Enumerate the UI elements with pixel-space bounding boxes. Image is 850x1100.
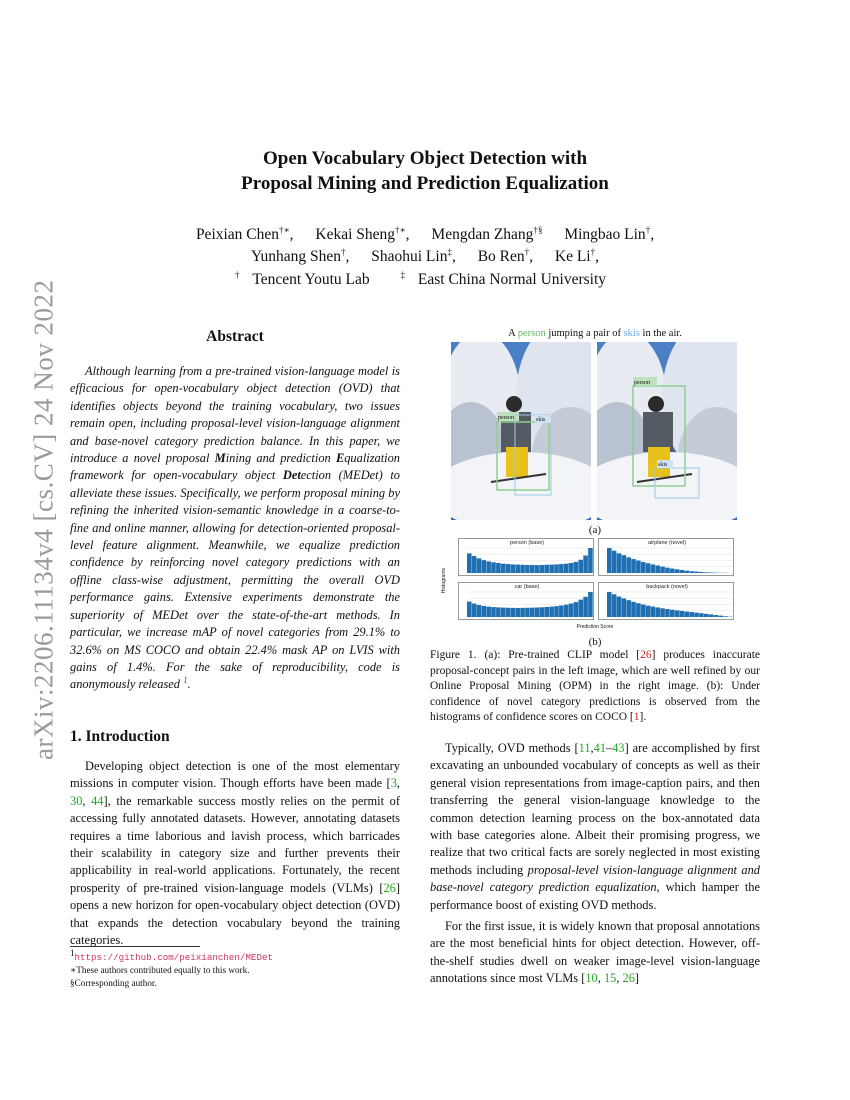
citation-link[interactable]: 15 [603,971,617,986]
citation-link[interactable]: 26 [622,971,635,986]
histogram-bar [515,565,520,573]
histogram-bar [626,600,631,617]
body-paragraph: For the first issue, it is widely known that proposal annotations are the most beneficial hints for object detection. However, off-the-shelf studies dwell on weaker image-level vision-language annotations since most VLMs [10, 15, 26] [430,919,760,986]
histogram-bar [549,607,554,617]
histogram-panel [458,582,594,620]
histogram-bar [530,565,535,573]
histogram-bar [574,602,579,617]
affiliation: † Tencent Youtu Lab [234,269,370,288]
histogram-bar [685,571,690,573]
histogram-bar [574,562,579,573]
abstract-text: Although learning from a pre-trained vision-language model is efficacious for open-vocabulary object detection (OVD) that identifies objects beyond the training vocabulary, two issues remain open, including proposal-level vision-language alignment and base-novel category prediction balance. In this paper, we introduce a novel proposal Mining and prediction Equalization framework for open-vocabulary object Detection (MEDet) to alleviate these issues. Specifically, we perform proposal mining by refining the inherited vision-semantic knowledge in a coarse-to-fine and online manner, allowing for detection-oriented proposal-level feature alignment. Meanwhile, we equalize prediction confidence by reinforcing novel category predictions with an offline class-wise adjustment, permitting the overall OVD performance gains. Extensive experiments demonstrate the superiority of MEDet over the state-of-the-art methods. In particular, we increase mAP of novel categories from 29.1% to 32.6% on MS COCO and obtain 22.4% mask AP on LVIS with gains of 1.4%. For the sake of reproducibility, code is anonymously released $^1$. [70,364,400,692]
histogram-bar [486,561,491,573]
affiliation: ‡ East China Normal University [400,269,607,288]
histogram-bar [694,572,699,573]
histogram-bar [506,608,511,617]
histogram-bar [535,607,540,617]
histogram-bar [617,553,622,573]
section-heading: 1. Introduction [70,728,170,745]
histogram-bar [511,608,516,617]
histogram-bar [506,564,511,573]
histogram-bar [689,571,694,573]
histogram-bar [626,557,631,573]
histogram-bar [578,600,583,617]
histogram-bar [472,604,477,617]
author: Mengdan Zhang†§ [431,224,543,243]
arxiv-stamp: arXiv:2206.11134v4 [cs.CV] 24 Nov 2022 [28,279,59,761]
histogram-bar [612,551,617,573]
histogram-bar [545,607,550,617]
citation-link[interactable]: 26 [640,649,652,661]
histogram-bar [545,565,550,573]
title-line-2: Proposal Mining and Prediction Equalization [241,173,609,194]
histogram-bar [525,608,530,617]
histogram-bar [607,548,612,573]
histogram-bar [491,607,496,617]
histogram-bar [482,606,487,617]
footnote-1: $^1$https://github.com/peixianchen/MEDet [70,947,273,963]
author: Kekai Sheng†∗, [315,224,410,243]
histogram-bar [554,564,559,573]
histogram-bar [651,564,656,573]
intro-paragraph: Developing object detection is one of the most elementary missions in computer vision. Though efforts have been made [3, 30, 44], the remarkable success mostly relies on the permit of accessing fully annotated datasets. However, annotating datasets requires a time laborious and lavish process, which barricades their scalability in category size and further prevents their applicability in real-world applications. Fortunately, the recent prosperity of pre-trained vision-language models (VLMs) [26] opens a new horizon for open-vocabulary object detection (OVD) that expands the detection vocabulary beyond the training categories. [70,759,400,948]
box-label-person: person [634,380,650,386]
footnote-rule [70,946,200,947]
author: Shaohui Lin‡, [371,246,456,265]
histogram-bar [515,608,520,617]
histogram-bar [530,608,535,617]
histogram-bar [491,562,496,573]
histogram-bar [588,548,593,573]
histogram-bar [689,612,694,617]
code-url-link[interactable]: https://github.com/peixianchen/MEDet [74,952,273,963]
histogram-bar [564,564,569,573]
histogram-title: person (base) [510,540,544,546]
subfigure-label-b: (b) [588,636,602,648]
citation-link[interactable]: 44 [91,793,104,808]
histogram-bar [622,555,627,573]
histogram-bar [651,607,656,617]
histogram-bar [622,598,627,617]
histogram-grid [440,536,750,636]
right-skier-photo [597,342,737,520]
histogram-bar [477,605,482,617]
histogram-bar [564,605,569,617]
histogram-bar [685,612,690,617]
histogram-bar [617,597,622,617]
histogram-bar [631,559,636,573]
histogram-bar [511,564,516,573]
box-label-skis: skis [658,462,668,468]
box-label-skis: skis [536,417,546,423]
paper-title [0,146,850,196]
box-label-person: person [498,415,514,421]
histogram-bar [680,570,685,573]
histogram-bar [549,565,554,573]
author: Mingbao Lin†, [564,224,655,243]
histogram-bar [467,602,472,617]
citation-link[interactable]: 3 [390,776,397,791]
footnotes [70,947,400,990]
footnote-2: ∗These authors contributed equally to this work. [70,965,250,975]
footnote-link[interactable]: 1 [183,675,188,686]
histogram-bar [535,565,540,573]
histogram-bar [554,606,559,617]
histogram-bar [680,611,685,617]
histogram-bar [718,616,723,617]
histogram-bar [704,614,709,617]
right-column-text [430,740,760,992]
author-list [0,224,850,268]
histogram-bar [520,565,525,573]
histogram-bar [675,610,680,617]
histogram-bar [699,613,704,617]
histogram-bar [501,564,506,573]
histogram-bar [631,602,636,617]
histogram-bar [607,592,612,617]
histogram-bar [709,572,714,573]
histogram-bar [665,609,670,617]
histogram-bar [482,560,487,573]
histogram-bar [636,603,641,617]
histogram-bar [472,556,477,573]
histogram-bar [477,558,482,573]
histogram-bar [540,607,545,617]
citation-link[interactable]: 11 [578,741,591,755]
histogram-bar [660,608,665,617]
citation-link[interactable]: 1 [633,711,640,724]
histogram-bar [665,568,670,573]
body-paragraph: Typically, OVD methods [11,41–43] are accomplished by first excavating an unbounded vocabulary of concepts as well as their general vision representations from image-caption pairs, and then transferring the general vision-language knowledge to the common detection learning process on the box-annotated data with base categories alone. Albeit their promising progress, we realize that two critical facts are sorely neglected in most existing methods including proposal-level vision-language alignment and base-novel category prediction equalization, which hamper the performance boost of existing OVD methods. [430,741,761,912]
histogram-bar [486,607,491,617]
histogram-bar [646,563,651,573]
histogram-bar [569,563,574,573]
histogram-bar [612,594,617,617]
author: Peixian Chen†∗, [195,224,294,243]
author: Ke Li†, [554,246,599,265]
histogram-bar [704,572,709,573]
title-line-1: Open Vocabulary Object Detection with [262,148,588,169]
histogram-bar [496,607,501,617]
author: Bo Ren†, [477,246,534,265]
histogram-bar [525,565,530,573]
histogram-bar [578,560,583,573]
affiliations [0,271,850,289]
histogram-bar [583,556,588,574]
histogram-bar [467,553,472,573]
histogram-panel [458,538,594,576]
histogram-bar [583,597,588,617]
citation-link[interactable]: 30 [70,793,83,808]
histogram-bar [660,567,665,573]
citation-link[interactable]: 10 [585,971,598,986]
histogram-bar [699,572,704,573]
histogram-bar [496,563,501,573]
footnote-3: §Corresponding author. [70,978,157,988]
histogram-bar [670,610,675,617]
citation-link[interactable]: 43 [612,741,625,755]
histogram-title: backpack (novel) [646,584,688,590]
histogram-y-axis-label: Histograms [441,568,447,594]
histogram-bar [559,605,564,617]
figure-image-caption: A person jumping a pair of skis in the air. [508,328,682,339]
histogram-bar [540,565,545,573]
histogram-bar [670,569,675,573]
histogram-bar [709,614,714,617]
histogram-bar [694,613,699,617]
histogram-panel [598,538,734,576]
histogram-bar [655,607,660,617]
histogram-bar [559,564,564,573]
left-skier-photo [451,342,591,520]
histogram-bar [655,566,660,574]
histogram-title: car (base) [514,584,540,590]
histogram-panel [598,582,734,620]
histogram-bar [675,569,680,573]
histogram-bar [641,605,646,618]
histogram-bar [569,604,574,617]
histogram-bar [714,615,719,617]
abstract-heading: Abstract [206,328,264,345]
histogram-bar [641,562,646,573]
histogram-x-axis-label: Prediction Score [576,624,614,630]
histogram-bar [646,606,651,617]
histogram-bar [520,608,525,617]
citation-link[interactable]: 26 [383,880,396,895]
histogram-bar [636,561,641,574]
histogram-bar [588,592,593,617]
histogram-bar [723,616,728,617]
figure-caption: Figure 1. (a): Pre-trained CLIP model [26] produces inaccurate proposal-concept pairs in the left image, which are well refined by our Online Proposal Mining (OPM) in the right image. (b): Under confidence of novel category predictions is observed from the histograms of confidence scores on COCO [1]. [430,649,760,724]
author: Yunhang Shen†, [251,246,350,265]
histogram-title: airplane (novel) [648,540,686,546]
subfigure-label-a: (a) [588,524,602,536]
citation-link[interactable]: 41 [593,741,607,755]
histogram-bar [501,608,506,617]
